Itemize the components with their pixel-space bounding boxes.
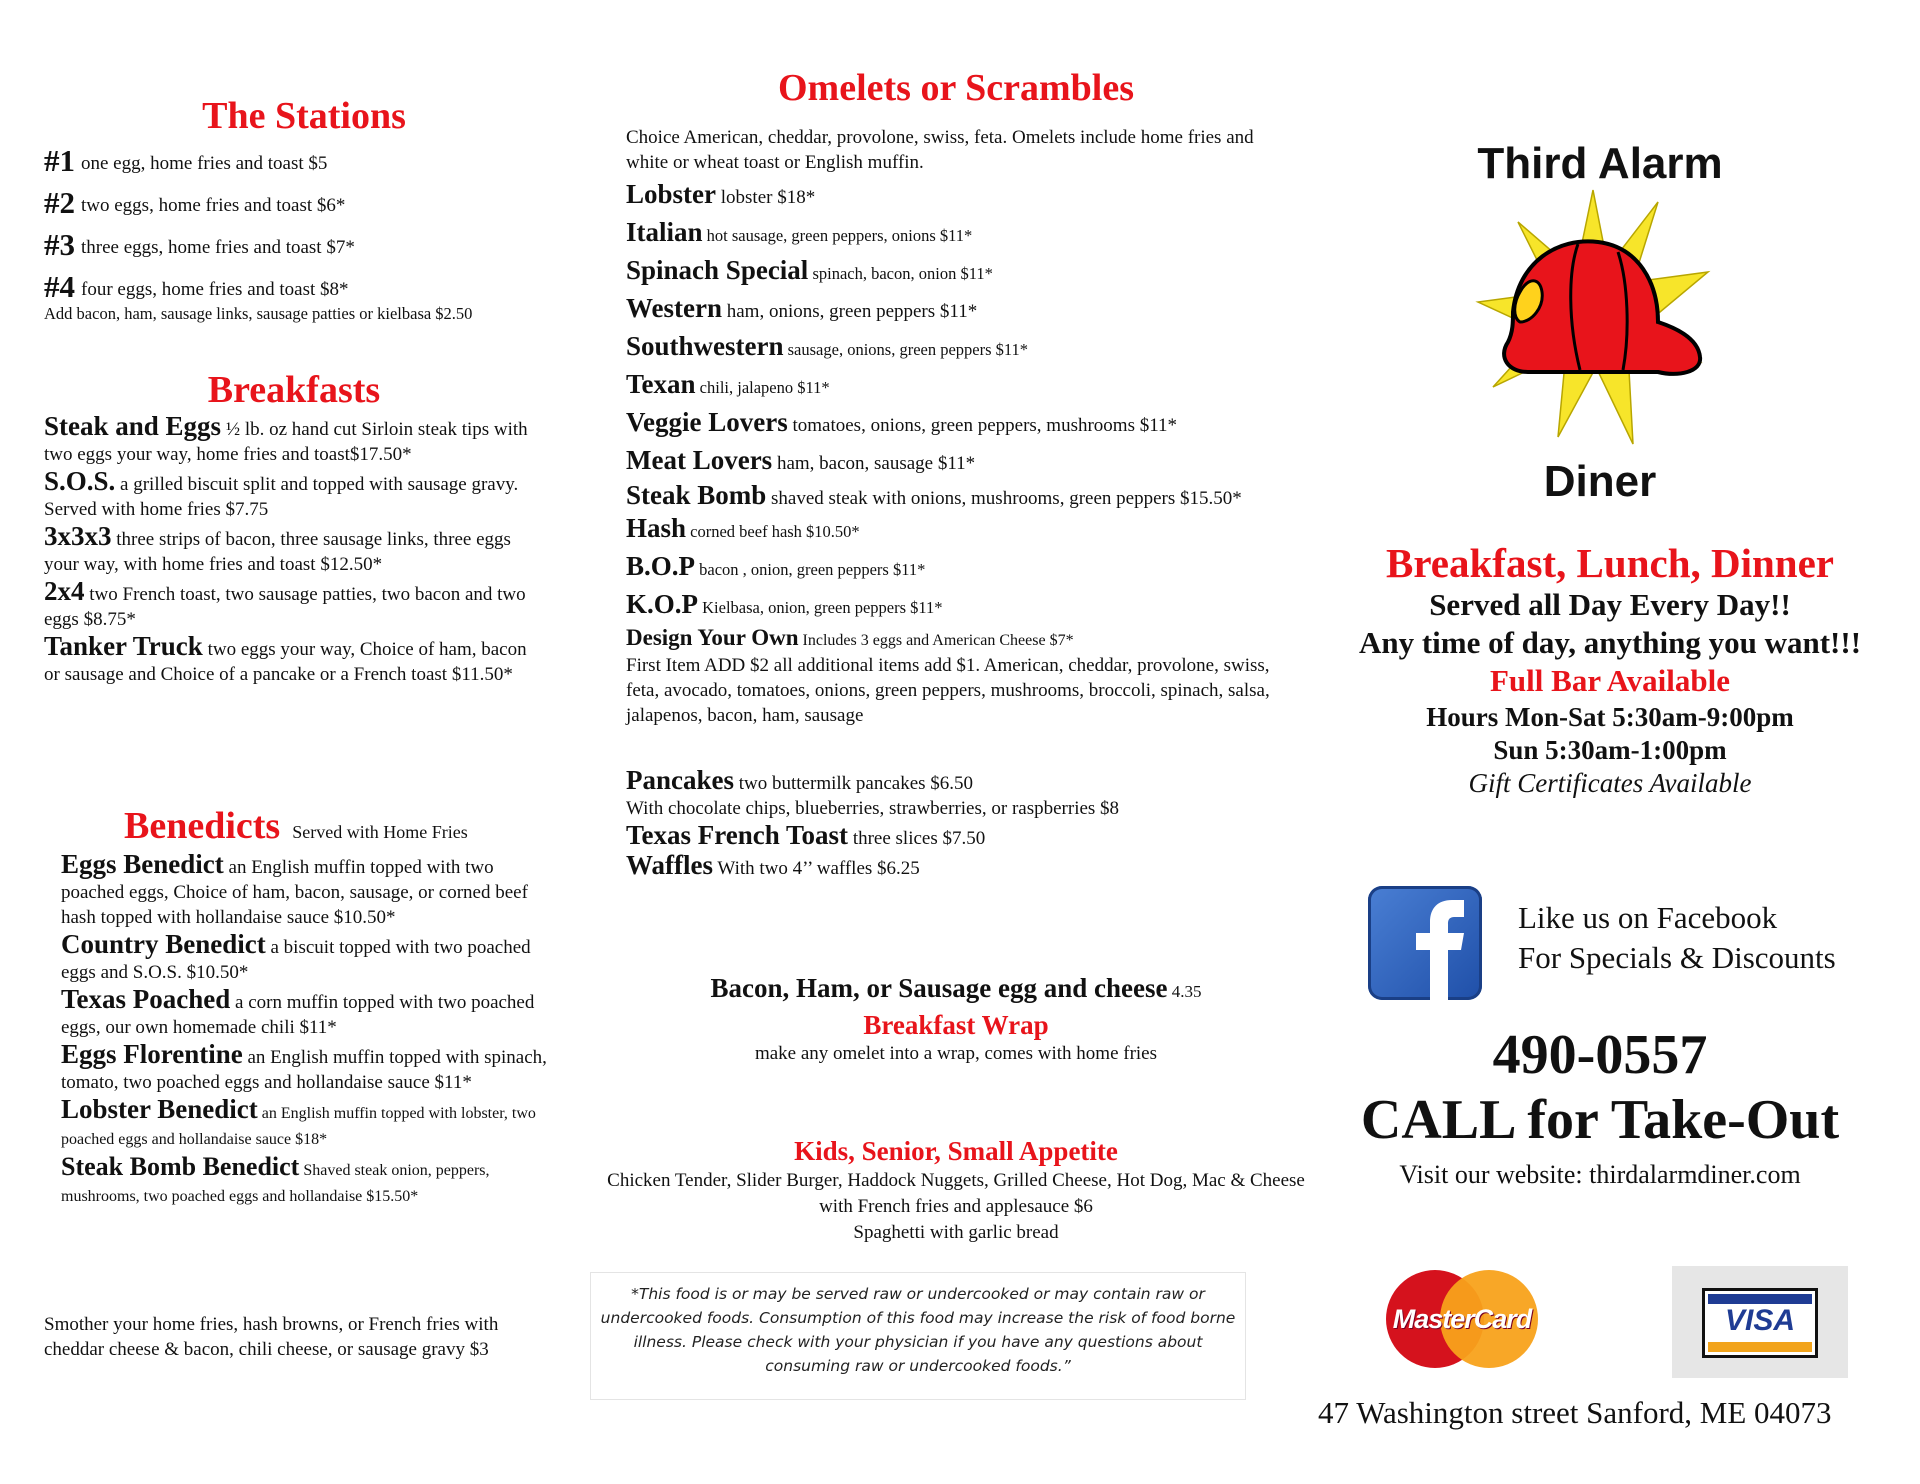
stations-title: The Stations [202,95,406,137]
omelet-item: Lobster lobster $18* [626,179,816,209]
stations-list [44,141,584,325]
breakfast-item: 2x4 two French toast, two sausage patties, two bacon and two eggs $8.75* [44,576,526,630]
omelet-item: Southwestern sausage, onions, green peppers $11* [626,331,1029,361]
benedicts-list [61,849,561,1209]
food-safety-disclaimer: *This food is or may be served raw or undercooked or may contain raw or undercooked foods. Consumption of this food may increase the risk of food borne illness. Please check with your physician if you have any questions about consuming raw or undercooked foods.” [590,1272,1246,1400]
kids-extra: Spaghetti with garlic bread [853,1222,1059,1243]
station-1: #1 one egg, home fries and toast $5 [44,143,328,178]
omelet-item: Spinach Special spinach, bacon, onion $11* [626,255,993,285]
griddle-section [626,765,1276,881]
address: 47 Washington street Sanford, ME 04073 [1318,1395,1832,1430]
visa-logo [1672,1266,1848,1378]
benedict-item: Country Benedict a biscuit topped with two poached eggs and S.O.S. $10.50* [61,929,531,983]
kids-title: Kids, Senior, Small Appetite [794,1136,1118,1166]
facebook-text [1518,898,1898,978]
omelets-title: Omelets or Scrambles [778,67,1134,109]
hours-weekday: Hours Mon-Sat 5:30am-9:00pm [1426,702,1794,732]
breakfast-item: 3x3x3 three strips of bacon, three sausage links, three eggs your way, with home fries and toast $12.50* [44,521,511,575]
omelets-section [626,125,1276,728]
facebook-line-1: Like us on Facebook [1518,900,1778,935]
gift-certificates: Gift Certificates Available [1468,768,1752,798]
website-link[interactable]: Visit our website: thirdalarmdiner.com [1399,1160,1801,1189]
smother-note: Smother your home fries, hash browns, or French fries with cheddar cheese & bacon, chili cheese, or sausage gravy $3 [44,1314,499,1360]
omelet-item: Meat Lovers ham, bacon, sausage $11* [626,445,976,475]
brand-name-top: Third Alarm [1477,139,1723,188]
full-bar-line: Full Bar Available [1490,663,1730,698]
design-your-own: Design Your Own Includes 3 eggs and American Cheese $7* [626,625,1074,650]
omelet-item: K.O.P Kielbasa, onion, green peppers $11* [626,589,943,619]
phone-number[interactable]: 490-0557 [1492,1024,1708,1086]
benedict-item: Eggs Benedict an English muffin topped with two poached eggs, Choice of ham, bacon, sausage, or corned beef hash topped with hollandaise sauce $10.50* [61,849,528,928]
omelet-item: Steak Bomb shaved steak with onions, mushrooms, green peppers $15.50* [626,480,1242,510]
breakfast-item: Tanker Truck two eggs your way, Choice of ham, bacon or sausage and Choice of a pancake or a French toast $11.50* [44,631,527,685]
hours-sunday: Sun 5:30am-1:00pm [1493,735,1727,765]
omelet-item: Italian hot sausage, green peppers, onions $11* [626,217,973,247]
benedicts-heading [124,806,584,848]
mastercard-text: MasterCard [1392,1304,1532,1334]
wrap-title: Breakfast Wrap [863,1010,1049,1040]
omelet-item: Veggie Lovers tomatoes, onions, green peppers, mushrooms $11* [626,407,1178,437]
fire-helmet-logo [1468,182,1718,452]
kids-desc: Chicken Tender, Slider Burger, Haddock Nuggets, Grilled Cheese, Hot Dog, Mac & Cheese with French fries and applesauce $6 [607,1170,1305,1217]
sandwich-section [586,972,1326,1067]
benedicts-subtitle: Served with Home Fries [292,822,468,842]
kids-section [606,1134,1306,1246]
breakfasts-title: Breakfasts [207,369,381,411]
sandwich-title: Bacon, Ham, or Sausage egg and cheese [710,973,1168,1003]
facebook-line-2: For Specials & Discounts [1518,940,1836,975]
info-block [1320,540,1900,800]
omelet-item: B.O.P bacon , onion, green peppers $11* [626,551,926,581]
benedict-item: Lobster Benedict an English muffin topped with lobster, two poached eggs and hollandaise sauce $18* [61,1094,536,1148]
breakfast-item: Steak and Eggs ½ lb. oz hand cut Sirloin steak tips with two eggs your way, home fries and toast$17.50* [44,411,528,465]
brand-name-bottom: Diner [1543,457,1657,506]
french-toast-item: Texas French Toast three slices $7.50 [626,820,986,850]
omelet-item: Hash corned beef hash $10.50* [626,513,860,543]
waffles-item: Waffles With two 4’’ waffles $6.25 [626,850,920,880]
visa-text: VISA [1724,1304,1796,1337]
benedicts-title: Benedicts [124,805,281,847]
pancakes-item: Pancakes two buttermilk pancakes $6.50 [626,765,974,795]
benedict-item: Eggs Florentine an English muffin topped with spinach, tomato, two poached eggs and hollandaise sauce $11* [61,1039,547,1093]
design-your-own-details: First Item ADD $2 all additional items add $1. American, cheddar, provolone, swiss, feta, avocado, tomatoes, onions, green peppers, mushrooms, broccoli, spinach, salsa, jalapenos, bacon, ham, sausage [626,655,1270,726]
breakfasts-list [44,411,544,687]
facebook-icon[interactable] [1368,886,1482,1000]
benedict-item: Texas Poached a corn muffin topped with two poached eggs, our own homemade chili $11* [61,984,535,1038]
sandwich-price: 4.35 [1167,982,1202,1001]
station-3: #3 three eggs, home fries and toast $7* [44,227,355,262]
mastercard-logo [1386,1270,1538,1368]
station-2: #2 two eggs, home fries and toast $6* [44,185,346,220]
benedict-item: Steak Bomb Benedict Shaved steak onion, peppers, mushrooms, two poached eggs and hollandaise $15.50* [61,1152,490,1205]
omelets-intro: Choice American, cheddar, provolone, swiss, feta. Omelets include home fries and white or wheat toast or English muffin. [626,127,1254,173]
omelet-item: Texan chili, jalapeno $11* [626,369,830,399]
anytime-line: Any time of day, anything you want!!! [1358,625,1862,660]
served-line: Served all Day Every Day!! [1429,587,1791,622]
call-takeout: CALL for Take-Out [1360,1089,1840,1151]
wrap-desc: make any omelet into a wrap, comes with home fries [754,1043,1158,1064]
meals-heading: Breakfast, Lunch, Dinner [1385,540,1835,586]
omelet-item: Western ham, onions, green peppers $11* [626,293,978,323]
station-4: #4 four eggs, home fries and toast $8* [44,269,349,304]
stations-addon: Add bacon, ham, sausage links, sausage patties or kielbasa $2.50 [44,304,473,323]
breakfast-item: S.O.S. a grilled biscuit split and topped with sausage gravy. Served with home fries $7.75 [44,466,519,520]
pancakes-extra: With chocolate chips, blueberries, strawberries, or raspberries $8 [626,798,1120,819]
